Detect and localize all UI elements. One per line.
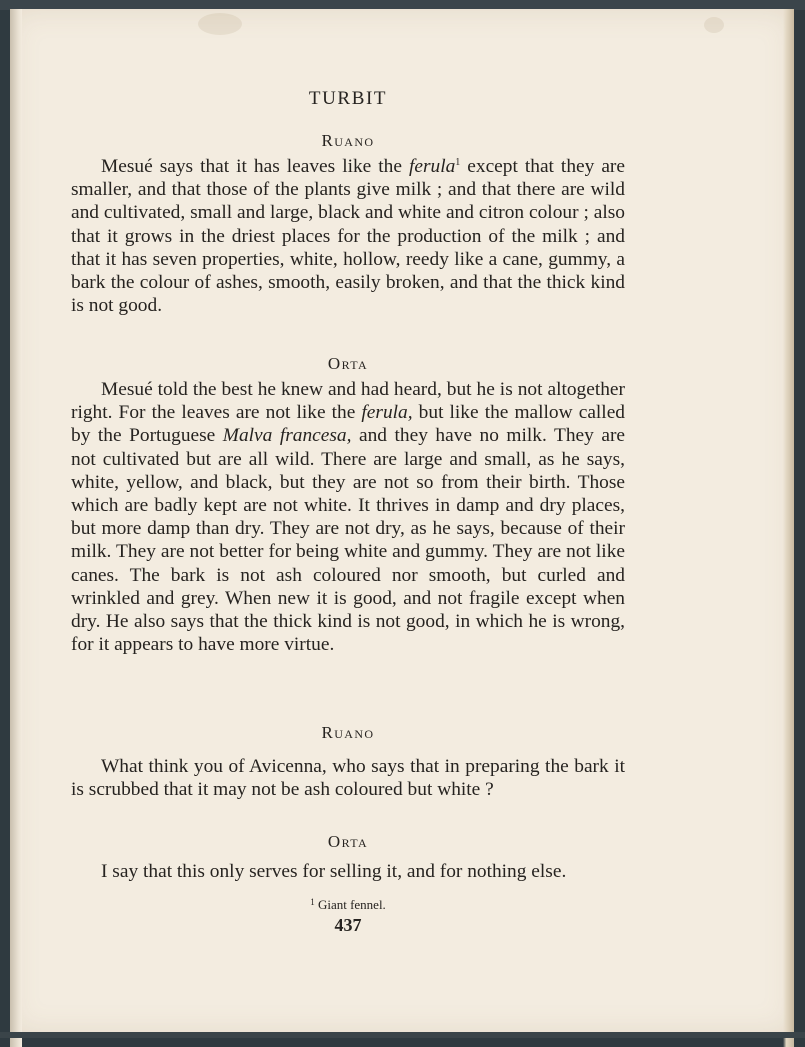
dialogue-paragraph: What think you of Avicenna, who says that in preparing the bark it is scrubbed that it may not be ash coloured but white ? (71, 756, 625, 801)
page-number: 437 (334, 915, 362, 935)
footnote-marker: 1 (310, 897, 315, 907)
italic-term: ferula (408, 156, 456, 177)
speaker-heading: Orta (327, 354, 369, 373)
italic-term: Malva francesa, (222, 425, 352, 447)
scan-bottom-border (0, 1032, 805, 1038)
dialogue-paragraph: Mesué told the best he knew and had heard, but he is not altogether right. For the leaves are not like the ferula, but like the mallow called by the Portuguese Malva francesa, and they have no milk. They are not cultivated but are all wild. There are large and small, as he says, white, yellow, and black, but they are not so from their birth. Those which are badly kept are not white. It thrives in damp and dry places, but more damp than dry. They are not dry, as he says, because of their milk. They are not better for being white and gummy. They are not like canes. The bark is not ash coloured nor smooth, but curled and wrinkled and grey. When new it is good, and not fragile except when dry. He also says that the thick kind is not good, in which he is wrong, for it appears to have more virtue. (71, 379, 626, 656)
page-edge-shadow (783, 9, 794, 1047)
book-page (10, 9, 794, 1034)
page-gutter-shadow (10, 9, 22, 1047)
paper-stain (704, 17, 724, 33)
speaker-heading: Ruano (321, 131, 375, 150)
italic-term: ferula, (361, 402, 413, 424)
footnote-text: Giant fennel. (317, 897, 386, 912)
running-head: TURBIT (308, 88, 388, 109)
footnote-reference: 1 (455, 157, 461, 168)
paper-stain (198, 13, 242, 35)
footnote (71, 897, 625, 913)
dialogue-paragraph: I say that this only serves for selling it, and for nothing else. (101, 861, 567, 882)
speaker-heading: Ruano (321, 723, 375, 742)
speaker-heading: Orta (327, 832, 369, 851)
dialogue-paragraph: Mesué says that it has leaves like the ferula$^1$ except that they are smaller, and that those of the plants give milk ; and that there are wild and cultivated, small and large, black and white and citron colour ; also that it grows in the driest places for the production of the milk ; and that it has seven properties, white, hollow, reedy like a cane, gummy, a bark the colour of ashes, smooth, easily broken, and that the thick kind is not good. (71, 156, 625, 317)
